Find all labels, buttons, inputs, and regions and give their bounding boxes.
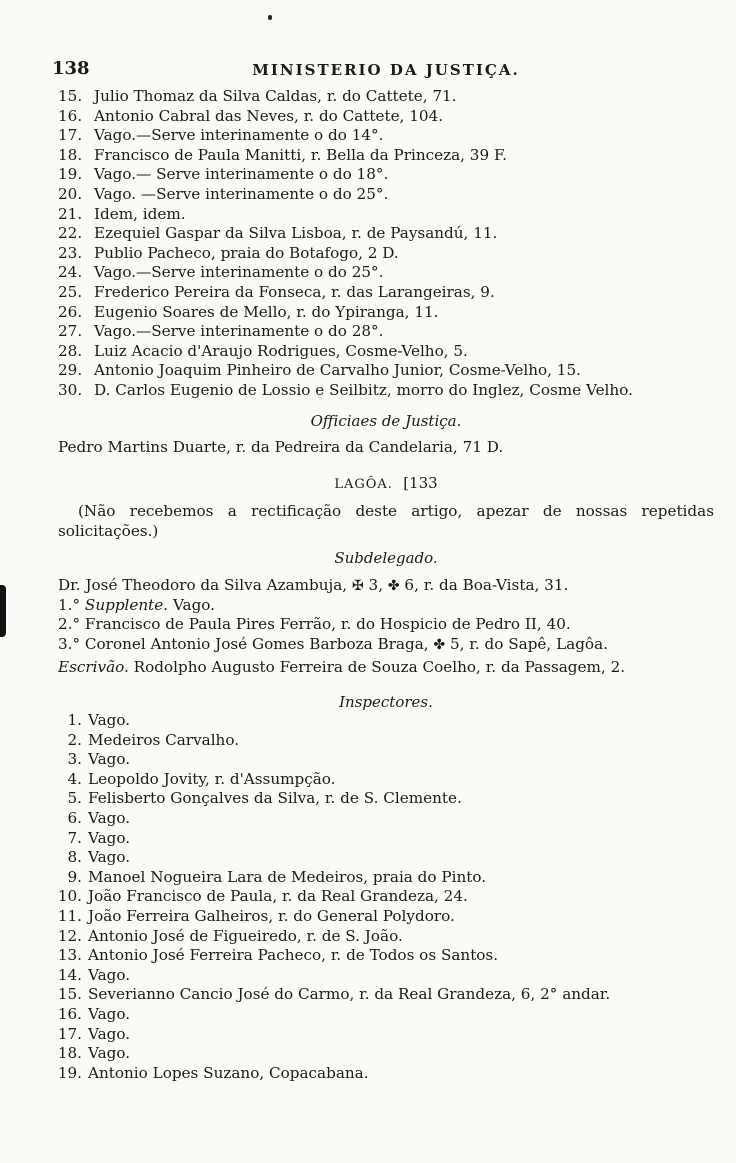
rose-decoration-icon: ✤	[433, 636, 446, 653]
subdelegado-entry: Dr. José Theodoro da Silva Azambuja, ✠ 3, ✤ 6, r. da Boa-Vista, 31.	[58, 576, 569, 594]
subdelegado-block	[58, 576, 714, 678]
lagoa-bracket: [133	[403, 474, 438, 492]
list-item: 29. Antonio Joaquim Pinheiro de Carvalho Junior, Cosme-Velho, 15.	[58, 361, 581, 380]
list-item: 4. Leopoldo Jovity, r. d'Assumpção.	[67, 769, 336, 788]
list-item: 17. Vago.—Serve interinamente o do 14°.	[58, 126, 384, 145]
officiaes-heading: Officiaes de Justiça.	[310, 412, 462, 430]
officiaes-entry: Pedro Martins Duarte, r. da Pedreira da Candelaria, 71 D.	[58, 438, 504, 456]
list-item: 5. Felisberto Gonçalves da Silva, r. de S. Clemente.	[67, 789, 462, 808]
note-paragraph	[58, 502, 714, 542]
list-item: 19. Antonio Lopes Suzano, Copacabana.	[57, 1063, 369, 1082]
list-item: 25. Frederico Pereira da Fonseca, r. das Larangeiras, 9.	[58, 282, 495, 301]
lagoa-title: LAGÔA.	[334, 477, 393, 492]
top-list	[58, 87, 714, 401]
list-item: 7. Vago.	[67, 828, 131, 847]
list-item: 17. Vago.	[57, 1024, 131, 1043]
list-item: 13. Antonio José Ferreira Pacheco, r. de Todos os Santos.	[57, 946, 499, 965]
margin-ink-mark	[0, 585, 6, 637]
supplente-entry: 3.° Coronel Antonio José Gomes Barboza Braga, ✤ 5, r. do Sapê, Lagôa.	[58, 634, 608, 653]
section-heading-lagoa	[58, 474, 714, 492]
page-header	[52, 58, 720, 84]
list-item: 1. Vago.	[67, 711, 131, 729]
list-item: 20. Vago. —Serve interinamente o do 25°.	[58, 184, 389, 203]
list-item: 3. Vago.	[67, 750, 131, 769]
list-item: 22. Ezequiel Gaspar da Silva Lisboa, r. de Paysandú, 11.	[58, 224, 498, 243]
supplente-entry: 2.° Francisco de Paula Pires Ferrão, r. do Hospicio de Pedro II, 40.	[58, 615, 571, 634]
list-item: 15. Severianno Cancio José do Carmo, r. da Real Grandeza, 6, 2° andar.	[57, 985, 611, 1004]
list-item: 16. Vago.	[57, 1004, 131, 1023]
list-item: 26. Eugenio Soares de Mello, r. do Ypiranga, 11.	[58, 302, 439, 321]
page-title: MINISTERIO DA JUSTIÇA.	[252, 61, 520, 79]
list-item: 14. Vago.	[57, 965, 131, 984]
note-line: solicitações.)	[58, 521, 159, 540]
list-item: 21. Idem, idem.	[58, 204, 186, 223]
list-item: 15. Julio Thomaz da Silva Caldas, r. do Cattete, 71.	[58, 87, 457, 105]
cross-decoration-icon: ✠	[351, 578, 364, 594]
list-item: 11. João Ferreira Galheiros, r. do General Polydoro.	[57, 906, 455, 925]
list-item: 6. Vago.	[67, 808, 131, 827]
subdelegado-heading: Subdelegado.	[334, 549, 438, 567]
list-item: 30. D. Carlos Eugenio de Lossio e Seilbitz, morro do Inglez, Cosme Velho.	[58, 380, 633, 399]
list-item: 18. Francisco de Paula Manitti, r. Bella da Princeza, 39 F.	[58, 145, 507, 164]
list-item: 27. Vago.—Serve interinamente o do 28°.	[58, 322, 384, 341]
escrivao-entry: Escrivão. Rodolpho Augusto Ferreira de Souza Coelho, r. da Passagem, 2.	[58, 658, 626, 677]
note-line: (Não recebemos a rectificação deste artigo, apezar de nossas repetidas	[78, 502, 714, 520]
list-item: 8. Vago.	[67, 848, 131, 867]
supplente-entry: 1.° Supplente. Vago.	[58, 595, 215, 614]
ink-dot	[268, 15, 272, 20]
list-item: 19. Vago.— Serve interinamente o do 18°.	[58, 165, 389, 184]
list-item: 2. Medeiros Carvalho.	[67, 730, 240, 749]
list-item: 16. Antonio Cabral das Neves, r. do Cattete, 104.	[58, 106, 444, 125]
inspectores-heading: Inspectores.	[339, 693, 433, 711]
list-item: 18. Vago.	[57, 1044, 131, 1063]
list-item: 12. Antonio José de Figueiredo, r. de S. João.	[57, 926, 403, 945]
list-item: 10. João Francisco de Paula, r. da Real Grandeza, 24.	[57, 887, 468, 906]
list-item: 28. Luiz Acacio d'Araujo Rodrigues, Cosme-Velho, 5.	[58, 341, 468, 360]
inspectores-list	[52, 711, 708, 1083]
rose-decoration-icon: ✤	[387, 578, 400, 594]
list-item: 24. Vago.—Serve interinamente o do 25°.	[58, 263, 384, 282]
page-number: 138	[52, 58, 90, 79]
list-item: 9. Manoel Nogueira Lara de Medeiros, praia do Pinto.	[67, 867, 487, 886]
list-item: 23. Publio Pacheco, praia do Botafogo, 2 D.	[58, 243, 399, 262]
